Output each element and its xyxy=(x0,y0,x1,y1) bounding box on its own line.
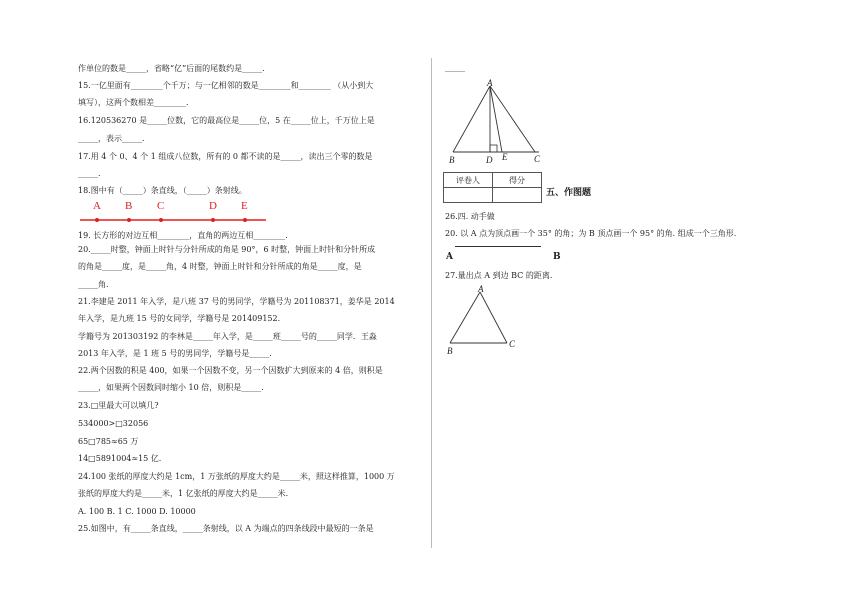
question-23: 23.□里最大可以填几? xyxy=(78,401,159,410)
triangle-figure xyxy=(445,78,555,168)
text-line: _____，表示_____. xyxy=(78,134,145,143)
answer-options: A. 100 B. 1 C. 1000 D. 10000 xyxy=(78,507,196,516)
text-line: _____，如果两个因数同时缩小 10 倍，则积是_____. xyxy=(78,383,264,392)
point-b-dot xyxy=(127,218,131,222)
text-line: 65□785≈65 万 xyxy=(78,437,139,446)
text-line: 2013 年入学，是 1 班 5 号的男同学，学籍号是_____. xyxy=(78,349,272,358)
question-15: 15.一亿里面有________个千万；与一亿相邻的数是________和________ （从小到大 xyxy=(78,81,374,90)
triangle-abc xyxy=(445,284,525,356)
question-19: 19. 长方形的对边互相________，直角的两边互相________. xyxy=(78,231,288,240)
question-27: 27.量出点 A 到边 BC 的距离. xyxy=(445,271,553,280)
question-18: 18.图中有（_____）条直线，（_____）条射线。 xyxy=(78,186,247,195)
point-c-dot xyxy=(159,218,163,222)
score-table-grader-header: 评卷人 xyxy=(444,173,493,188)
point-a-label: A xyxy=(93,200,101,212)
grader-cell xyxy=(444,188,493,203)
point-b-label: B xyxy=(125,200,133,212)
tri-label-e: E xyxy=(502,152,508,162)
question-17: 17.用 4 个 0、4 个 1 组成八位数，所有的 0 都不读的是_____，读出三个零的数是 xyxy=(78,152,373,161)
tri2-label-c: C xyxy=(509,339,516,349)
section-title: 五、作图题 xyxy=(546,188,592,198)
question-25: 25.如图中，有_____条直线，_____条射线，以 A 为端点的四条线段中最短的一条是 xyxy=(78,524,374,533)
tri2-label-a: A xyxy=(478,284,484,294)
question-16: 16.120536270 是_____位数，它的最高位是_____位，5 在_____位上，千万位上是 xyxy=(78,116,375,125)
question-20-draw: 20. 以 A 点为顶点画一个 35° 的角；为 B 顶点画一个 95° 的角. 组成一个三角形. xyxy=(445,229,737,238)
text-line: 的角是_____度，是_____角，4 时整，钟面上时针和分针所成的角是_____度，是 xyxy=(78,262,362,271)
text-line: 534000>□32056 xyxy=(78,419,149,428)
score-cell xyxy=(493,188,542,203)
text-line: _____角. xyxy=(78,280,109,289)
text-line: 张纸的厚度大约是_____米，1 亿张纸的厚度大约是_____米. xyxy=(78,489,289,498)
tri-label-a: A xyxy=(487,78,493,88)
question-24: 24.100 张纸的厚度大约是 1cm，1 万张纸的厚度大约是_____米，照这样推算，1000 万 xyxy=(78,472,395,481)
point-d-dot xyxy=(211,218,215,222)
score-table-score-header: 得分 xyxy=(493,173,542,188)
question-20: 20._____时整，钟面上时针与分针所成的角是 90°，6 时整，钟面上时针和分针所成 xyxy=(78,245,376,254)
score-table xyxy=(443,172,542,203)
text-line: 学籍号为 201303192 的李林是_____年入学，是_____班_____号的_____同学．王淼 xyxy=(78,332,377,341)
tri-label-c: C xyxy=(534,154,541,164)
line-figure xyxy=(80,200,270,226)
segment-ab xyxy=(455,246,541,247)
point-c-label: C xyxy=(157,200,165,212)
tri-label-d: D xyxy=(486,155,493,165)
text-line: 作单位的数是_____，省略“亿”后面的尾数约是_____. xyxy=(78,64,265,73)
question-21: 21.李建是 2011 年入学，是八班 37 号的男同学，学籍号为 201108371，姜华是 2014 xyxy=(78,297,395,306)
text-line: 年入学，是九班 15 号的女同学，学籍号是 201409152. xyxy=(78,314,281,323)
point-d-label: D xyxy=(209,200,217,212)
label-a: A xyxy=(446,252,453,262)
top-blank: _____ xyxy=(445,63,465,72)
text-line: 14□5891004≈15 亿. xyxy=(78,454,162,463)
tri-label-b: B xyxy=(449,155,455,165)
point-e-label: E xyxy=(241,200,248,212)
text-line: _____. xyxy=(78,169,101,178)
column-divider xyxy=(431,58,432,548)
point-e-dot xyxy=(243,218,247,222)
label-b: B xyxy=(553,252,561,262)
question-22: 22.两个因数的积是 400，如果一个因数不变，另一个因数扩大到原来的 4 倍，则积是 xyxy=(78,366,383,375)
point-a-dot xyxy=(95,218,99,222)
text-line: 填写），这两个数相差________. xyxy=(78,98,189,107)
tri2-label-b: B xyxy=(447,346,453,356)
question-26: 26.四. 动手做 xyxy=(445,212,495,221)
